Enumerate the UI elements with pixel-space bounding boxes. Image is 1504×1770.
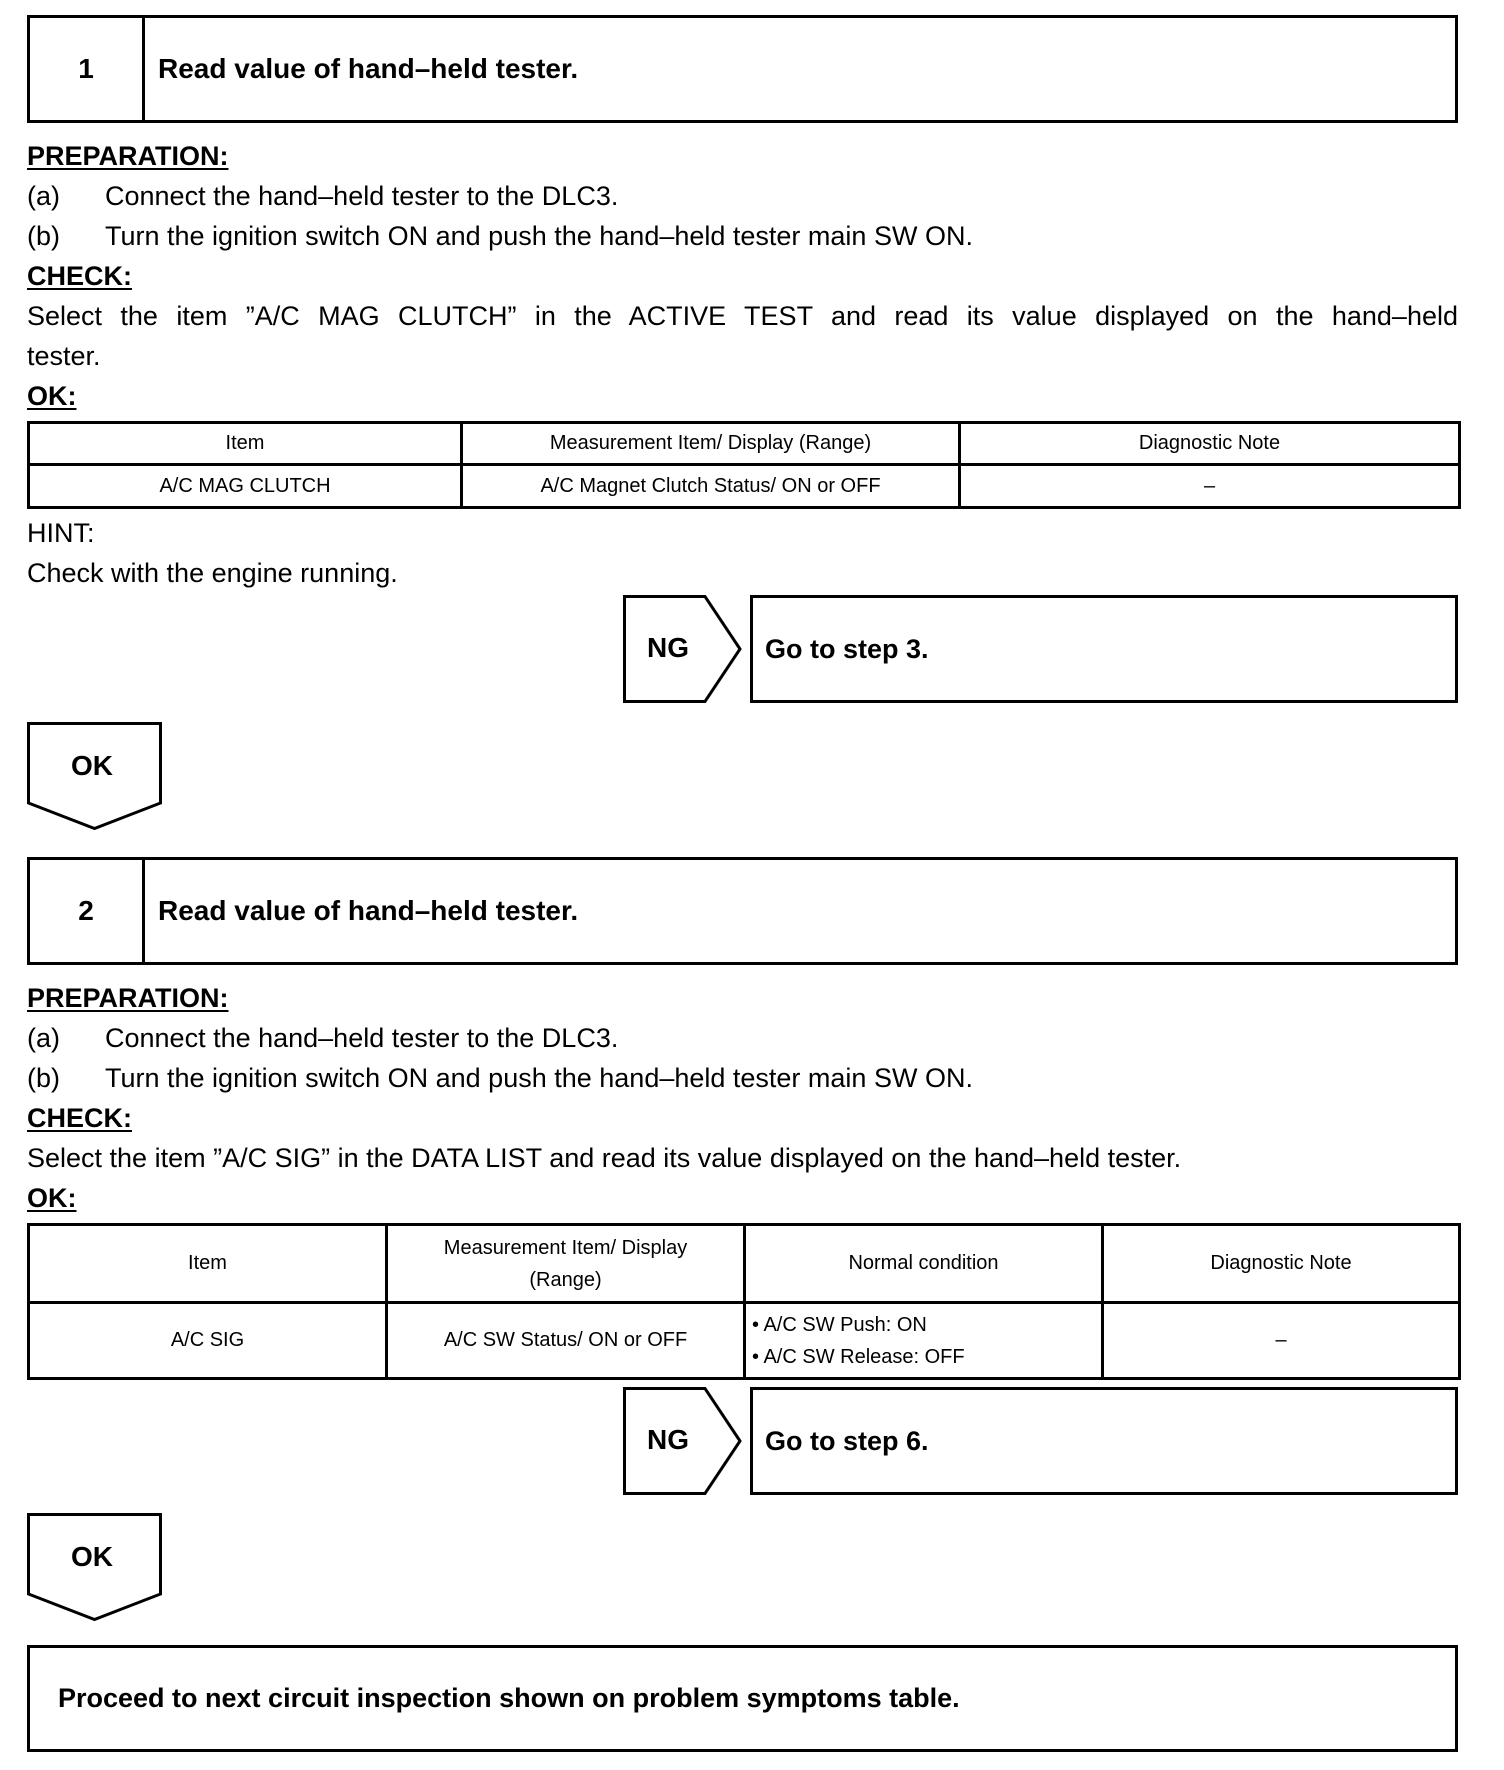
cell-item: A/C SIG bbox=[29, 1303, 387, 1379]
header-cell: Normal condition bbox=[745, 1225, 1103, 1303]
cell-diagnostic-note: – bbox=[960, 465, 1460, 508]
header-cell: Measurement Item/ Display (Range) bbox=[387, 1225, 745, 1303]
item-label: (b) bbox=[27, 221, 60, 251]
preparation-heading: PREPARATION: bbox=[27, 141, 229, 171]
step-title: Read value of hand–held tester. bbox=[158, 895, 579, 926]
header-cell: Measurement Item/ Display (Range) bbox=[462, 423, 960, 465]
item-label: (a) bbox=[27, 1023, 60, 1053]
preparation-item bbox=[27, 220, 973, 252]
check-heading: CHECK: bbox=[27, 1103, 132, 1133]
step-number: 1 bbox=[30, 18, 145, 120]
condition-line: • A/C SW Release: OFF bbox=[752, 1345, 965, 1368]
header-cell: Item bbox=[29, 423, 462, 465]
table-row bbox=[29, 465, 1460, 508]
ok-label: OK bbox=[71, 1541, 113, 1572]
item-label: (a) bbox=[27, 181, 60, 211]
ok-heading: OK: bbox=[27, 381, 77, 411]
ok-label: OK bbox=[71, 750, 113, 781]
step-1-header bbox=[27, 15, 1458, 123]
condition-line: • A/C SW Push: ON bbox=[752, 1313, 927, 1336]
item-text: Connect the hand–held tester to the DLC3. bbox=[105, 1023, 619, 1053]
ng-action-box[interactable]: Go to step 3. bbox=[750, 595, 1458, 703]
header-cell: Diagnostic Note bbox=[960, 423, 1460, 465]
table-row bbox=[29, 1303, 1460, 1379]
table-header-row bbox=[29, 1225, 1460, 1303]
spec-table bbox=[27, 1223, 1461, 1380]
cell-item: A/C MAG CLUTCH bbox=[29, 465, 462, 508]
ok-heading: OK: bbox=[27, 1183, 77, 1213]
step-title: Read value of hand–held tester. bbox=[158, 53, 579, 84]
check-text: Select the item ”A/C MAG CLUTCH” in the ACTIVE TEST and read its value displayed on the hand–held bbox=[27, 301, 1458, 331]
header-cell: Item bbox=[29, 1225, 387, 1303]
cell-diagnostic-note: – bbox=[1103, 1303, 1460, 1379]
item-text: Turn the ignition switch ON and push the hand–held tester main SW ON. bbox=[105, 221, 973, 251]
hint-text: Check with the engine running. bbox=[27, 558, 398, 588]
item-text: Connect the hand–held tester to the DLC3. bbox=[105, 181, 619, 211]
preparation-heading: PREPARATION: bbox=[27, 983, 229, 1013]
table-header-row bbox=[29, 423, 1460, 465]
hint-heading: HINT: bbox=[27, 518, 95, 548]
preparation-item bbox=[27, 180, 618, 212]
final-action-box[interactable]: Proceed to next circuit inspection shown on problem symptoms table. bbox=[27, 1645, 1458, 1752]
cell-measurement: A/C Magnet Clutch Status/ ON or OFF bbox=[462, 465, 960, 508]
spec-table bbox=[27, 421, 1461, 509]
ng-action-box[interactable]: Go to step 6. bbox=[750, 1387, 1458, 1495]
cell-measurement: A/C SW Status/ ON or OFF bbox=[387, 1303, 745, 1379]
step-number: 2 bbox=[30, 860, 145, 962]
preparation-item bbox=[27, 1062, 973, 1094]
step-2-header bbox=[27, 857, 1458, 965]
ng-label: NG bbox=[647, 632, 689, 663]
check-text: Select the item ”A/C SIG” in the DATA LIST and read its value displayed on the hand–held tester. bbox=[27, 1143, 1182, 1173]
item-text: Turn the ignition switch ON and push the hand–held tester main SW ON. bbox=[105, 1063, 973, 1093]
preparation-item bbox=[27, 1022, 618, 1054]
check-heading: CHECK: bbox=[27, 261, 132, 291]
ng-label: NG bbox=[647, 1424, 689, 1455]
header-cell: Diagnostic Note bbox=[1103, 1225, 1460, 1303]
check-text: tester. bbox=[27, 341, 101, 371]
item-label: (b) bbox=[27, 1063, 60, 1093]
cell-normal-condition bbox=[745, 1303, 1103, 1379]
